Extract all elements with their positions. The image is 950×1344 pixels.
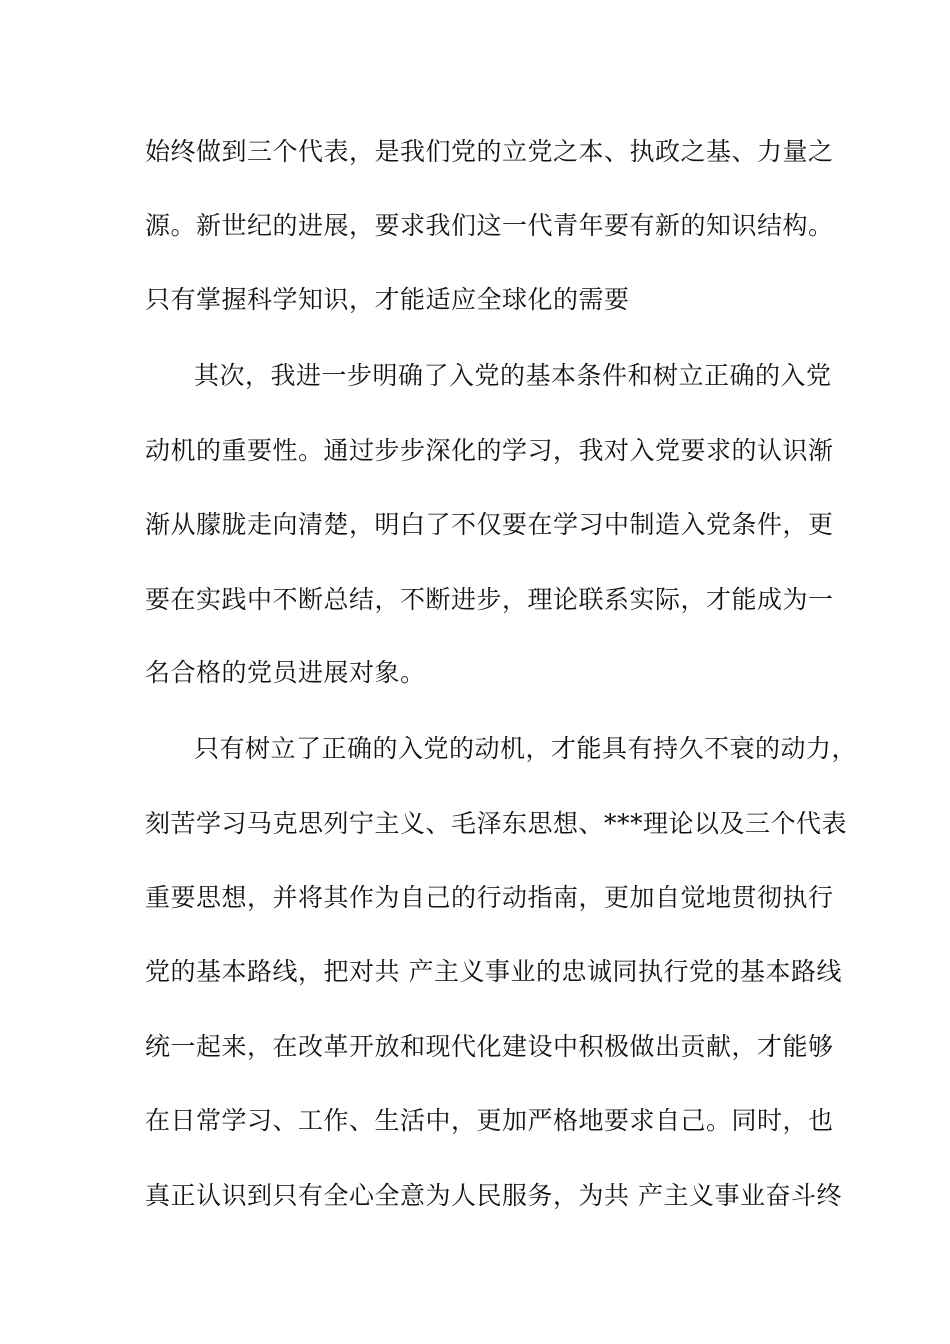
text-line: 刻苦学习马克思列宁主义、毛泽东思想、***理论以及三个代表 xyxy=(145,809,848,838)
text-line: 渐从朦胧走向清楚，明白了不仅要在学习中制造入党条件，更 xyxy=(145,510,834,539)
text-line: 只有掌握科学知识，才能适应全球化的需要 xyxy=(145,285,630,314)
text-line: 动机的重要性。通过步步深化的学习，我对入党要求的认识渐 xyxy=(145,436,834,465)
text-line: 重要思想，并将其作为自己的行动指南，更加自觉地贯彻执行 xyxy=(145,883,834,912)
text-line: 在日常学习、工作、生活中，更加严格地要求自己。同时，也 xyxy=(145,1106,834,1135)
text-line: 始终做到三个代表，是我们党的立党之本、执政之基、力量之 xyxy=(145,137,834,166)
text-line: 真正认识到只有全心全意为人民服务，为共 产主义事业奋斗终 xyxy=(145,1181,842,1210)
text-line: 统一起来，在改革开放和现代化建设中积极做出贡献，才能够 xyxy=(145,1032,834,1061)
text-line: 名合格的党员进展对象。 xyxy=(145,658,426,687)
text-line: 党的基本路线，把对共 产主义事业的忠诚同执行党的基本路线 xyxy=(145,957,842,986)
text-line: 要在实践中不断总结，不断进步，理论联系实际，才能成为一 xyxy=(145,585,834,614)
text-line: 源。新世纪的进展，要求我们这一代青年要有新的知识结构。 xyxy=(145,211,834,240)
paragraph-first-line: 只有树立了正确的入党的动机，才能具有持久不衰的动力， xyxy=(194,734,858,763)
paragraph-first-line: 其次，我进一步明确了入党的基本条件和树立正确的入党 xyxy=(194,361,832,390)
